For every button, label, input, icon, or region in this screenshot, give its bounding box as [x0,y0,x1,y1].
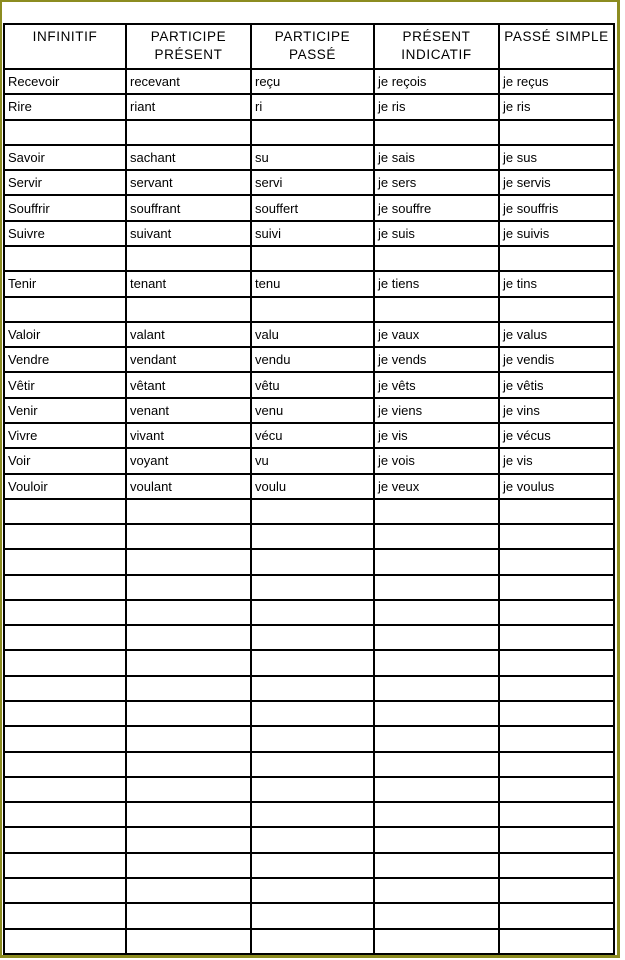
table-cell: valu [251,322,374,347]
table-row [4,145,614,170]
table-cell [4,297,126,322]
table-cell [126,297,251,322]
table-cell: vécu [251,423,374,448]
table-cell [251,802,374,827]
header-participe-passe: PARTICIPE PASSÉ [251,24,374,69]
table-cell: je sers [374,170,499,195]
table-cell [374,625,499,650]
table-cell [374,701,499,726]
table-row [4,221,614,246]
table-cell [251,499,374,524]
table-cell: Valoir [4,322,126,347]
table-cell [4,676,126,701]
table-cell: je suivis [499,221,614,246]
table-cell [251,777,374,802]
table-cell: je vis [499,448,614,473]
table-row [4,827,614,852]
table-row [4,398,614,423]
table-row [4,878,614,903]
header-present-indicatif: PRÉSENT INDICATIF [374,24,499,69]
table-cell [4,575,126,600]
table-cell: Suivre [4,221,126,246]
table-cell: vêtant [126,372,251,397]
table-cell [251,676,374,701]
header-passe-simple: PASSÉ SIMPLE [499,24,614,69]
table-cell [499,246,614,271]
table-cell: je souffris [499,195,614,220]
table-cell: je souffre [374,195,499,220]
table-cell [374,929,499,954]
table-cell: Vouloir [4,474,126,499]
table-row [4,423,614,448]
table-row [4,676,614,701]
table-cell [499,802,614,827]
table-cell [126,575,251,600]
table-cell [251,853,374,878]
table-cell: je ris [374,94,499,119]
table-cell [374,777,499,802]
table-cell: je vois [374,448,499,473]
table-row [4,802,614,827]
table-cell: je sus [499,145,614,170]
table-row [4,474,614,499]
table-cell: je reçois [374,69,499,94]
table-cell [374,120,499,145]
table-cell: tenant [126,271,251,296]
table-cell [374,499,499,524]
table-cell [251,575,374,600]
table-cell: Tenir [4,271,126,296]
table-cell: souffrant [126,195,251,220]
conjugation-table [3,23,615,955]
table-cell: je vaux [374,322,499,347]
table-cell [4,827,126,852]
table-cell [251,827,374,852]
table-cell [499,726,614,751]
table-row [4,575,614,600]
table-cell [499,120,614,145]
table-cell [251,246,374,271]
table-cell: ri [251,94,374,119]
table-cell [251,549,374,574]
table-cell [251,903,374,928]
table-cell [4,499,126,524]
table-cell [126,499,251,524]
table-cell: servi [251,170,374,195]
table-cell [126,827,251,852]
table-cell: venu [251,398,374,423]
table-cell: je vêts [374,372,499,397]
table-cell [126,650,251,675]
table-cell [126,777,251,802]
table-cell [374,524,499,549]
table-cell: riant [126,94,251,119]
table-row [4,549,614,574]
table-row [4,170,614,195]
table-cell: je vendis [499,347,614,372]
table-cell: je voulus [499,474,614,499]
table-row [4,322,614,347]
table-cell [251,297,374,322]
table-cell [499,878,614,903]
table-cell: suivi [251,221,374,246]
table-cell: vu [251,448,374,473]
table-cell: je reçus [499,69,614,94]
table-cell: je valus [499,322,614,347]
table-cell [126,246,251,271]
table-cell [374,903,499,928]
table-cell: Vêtir [4,372,126,397]
table-row [4,120,614,145]
table-row [4,777,614,802]
table-cell [374,802,499,827]
table-cell [251,701,374,726]
table-cell [126,120,251,145]
table-cell: vivant [126,423,251,448]
table-cell [374,575,499,600]
table-cell [374,297,499,322]
table-cell [4,549,126,574]
table-body [4,69,614,954]
table-cell: venant [126,398,251,423]
table-cell: valant [126,322,251,347]
table-cell: je vis [374,423,499,448]
table-cell: suivant [126,221,251,246]
table-cell [126,625,251,650]
table-cell [374,827,499,852]
table-row [4,726,614,751]
table-cell [251,120,374,145]
table-cell: je vends [374,347,499,372]
table-row [4,94,614,119]
table-cell [374,853,499,878]
table-cell [126,752,251,777]
table-row [4,929,614,954]
table-row [4,195,614,220]
table-cell [374,549,499,574]
table-cell: Souffrir [4,195,126,220]
table-cell [251,752,374,777]
table-cell [374,726,499,751]
table-cell [4,600,126,625]
table-cell [499,575,614,600]
table-cell [4,120,126,145]
table-cell [499,676,614,701]
table-cell [499,903,614,928]
table-cell [4,726,126,751]
table-cell: je vécus [499,423,614,448]
table-cell [4,701,126,726]
table-cell [251,878,374,903]
table-cell [374,878,499,903]
table-cell: vendu [251,347,374,372]
table-row [4,650,614,675]
table-cell [499,600,614,625]
table-cell [4,625,126,650]
table-row [4,701,614,726]
table-cell: je suis [374,221,499,246]
table-row [4,853,614,878]
table-cell [4,246,126,271]
table-row [4,625,614,650]
table-cell [374,650,499,675]
table-row [4,372,614,397]
table-cell: Venir [4,398,126,423]
table-cell [4,650,126,675]
table-cell [126,929,251,954]
table-cell: Savoir [4,145,126,170]
table-cell: je sais [374,145,499,170]
table-cell: voulant [126,474,251,499]
table-cell: Voir [4,448,126,473]
table-cell: voulu [251,474,374,499]
table-row [4,448,614,473]
table-cell [4,752,126,777]
table-cell [499,752,614,777]
table-cell [126,853,251,878]
table-cell [374,752,499,777]
table-row [4,752,614,777]
table-cell [126,903,251,928]
table-row [4,903,614,928]
table-row [4,69,614,94]
table-cell: voyant [126,448,251,473]
header-infinitif: INFINITIF [4,24,126,69]
table-cell [4,802,126,827]
table-row [4,297,614,322]
table-cell: tenu [251,271,374,296]
table-cell [499,827,614,852]
table-cell: souffert [251,195,374,220]
table-cell [4,777,126,802]
table-cell [499,777,614,802]
table-cell [374,246,499,271]
table-cell [4,929,126,954]
table-cell: su [251,145,374,170]
header-row [4,24,614,69]
table-cell [126,676,251,701]
table-row [4,347,614,372]
table-cell [374,676,499,701]
table-cell [126,802,251,827]
table-cell: Vendre [4,347,126,372]
table-cell [499,625,614,650]
table-cell: je servis [499,170,614,195]
table-row [4,600,614,625]
table-cell: Rire [4,94,126,119]
table-cell: vendant [126,347,251,372]
table-cell [499,650,614,675]
table-cell [499,549,614,574]
table-cell [499,701,614,726]
table-cell: sachant [126,145,251,170]
table-cell [251,524,374,549]
table-cell [4,853,126,878]
header-participe-present: PARTICIPE PRÉSENT [126,24,251,69]
table-cell [251,929,374,954]
table-cell: Vivre [4,423,126,448]
table-cell [499,499,614,524]
table-cell [251,600,374,625]
table-cell: je viens [374,398,499,423]
table-cell: je ris [499,94,614,119]
table-cell: je tins [499,271,614,296]
table-cell [499,853,614,878]
table-row [4,499,614,524]
table-cell: je veux [374,474,499,499]
table-cell: je vêtis [499,372,614,397]
table-cell [251,726,374,751]
table-cell: servant [126,170,251,195]
table-cell [499,524,614,549]
table-row [4,271,614,296]
table-cell [126,549,251,574]
table-cell [126,878,251,903]
table-row [4,524,614,549]
table-cell [4,903,126,928]
table-cell [251,650,374,675]
table-cell [4,878,126,903]
table-cell [126,600,251,625]
table-cell: je vins [499,398,614,423]
table-cell: vêtu [251,372,374,397]
table-cell [4,524,126,549]
table-cell [126,524,251,549]
table-cell: reçu [251,69,374,94]
table-row [4,246,614,271]
table-cell [499,297,614,322]
table-cell [126,701,251,726]
table-cell [126,726,251,751]
table-cell [499,929,614,954]
table-cell: Servir [4,170,126,195]
table-cell: je tiens [374,271,499,296]
table-cell [251,625,374,650]
table-cell: recevant [126,69,251,94]
table-cell [374,600,499,625]
table-cell: Recevoir [4,69,126,94]
